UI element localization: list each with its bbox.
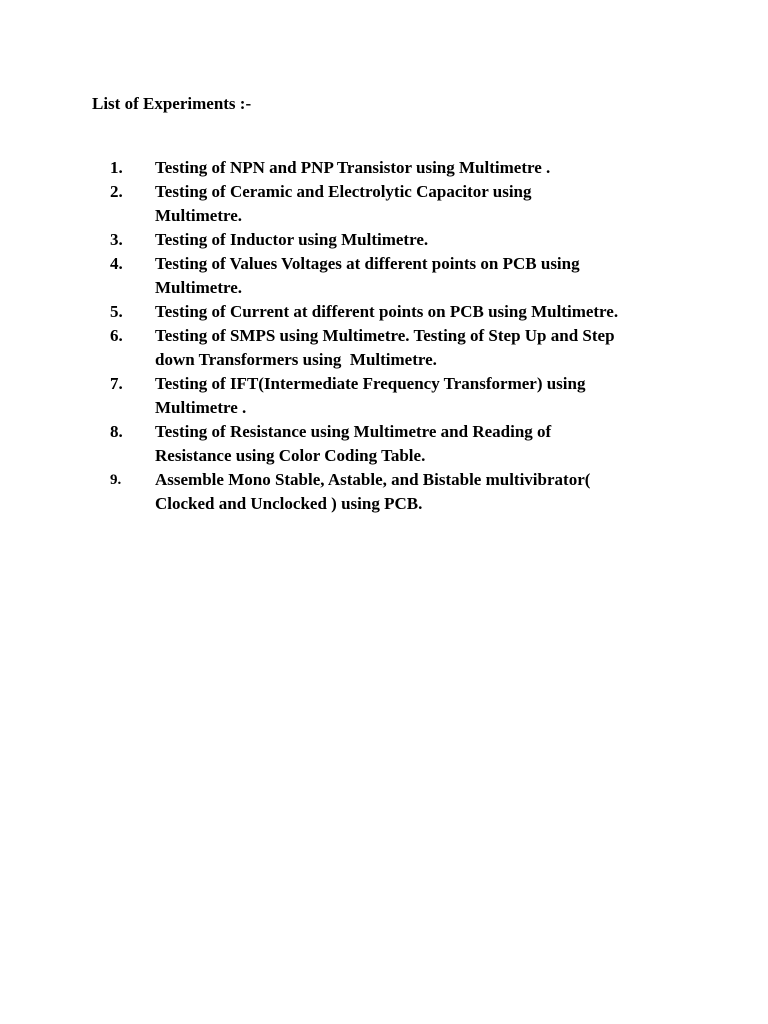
item-number: 1. <box>110 158 123 177</box>
list-item <box>110 420 710 468</box>
item-text <box>155 468 685 516</box>
item-text-line: Resistance using Color Coding Table. <box>155 446 426 465</box>
item-number: 8. <box>110 422 123 441</box>
item-number: 5. <box>110 302 123 321</box>
item-text <box>155 324 685 372</box>
item-text-line: Testing of IFT(Intermediate Frequency Transformer) using <box>155 374 586 393</box>
list-item <box>110 252 710 300</box>
item-text-line: Testing of Resistance using Multimetre and Reading of <box>155 422 552 441</box>
list-item <box>110 180 710 228</box>
item-text-line: Assemble Mono Stable, Astable, and Bistable multivibrator( <box>155 470 591 489</box>
list-item <box>110 156 710 180</box>
item-text-line: Testing of Values Voltages at different points on PCB using <box>155 254 580 273</box>
list-item <box>110 324 710 372</box>
item-text <box>155 156 685 180</box>
item-text <box>155 300 685 324</box>
item-text-line: Testing of Ceramic and Electrolytic Capacitor using <box>155 182 532 201</box>
item-text-line: Testing of Inductor using Multimetre. <box>155 230 429 249</box>
list-item <box>110 468 710 516</box>
item-number: 9. <box>110 472 122 488</box>
item-number: 4. <box>110 254 123 273</box>
item-text-line: Testing of Current at different points on PCB using Multimetre. <box>155 302 619 321</box>
list-item <box>110 300 710 324</box>
item-text-line: Clocked and Unclocked ) using PCB. <box>155 494 423 513</box>
item-text-line: down Transformers using Multimetre. <box>155 350 437 369</box>
list-item <box>110 372 710 420</box>
item-number: 6. <box>110 326 123 345</box>
list-item <box>110 228 710 252</box>
item-text <box>155 252 685 300</box>
item-number: 7. <box>110 374 123 393</box>
item-text-line: Multimetre. <box>155 278 243 297</box>
item-text <box>155 180 685 228</box>
item-text <box>155 372 685 420</box>
item-text <box>155 420 685 468</box>
item-text-line: Multimetre. <box>155 206 243 225</box>
item-text <box>155 228 685 252</box>
page-title: List of Experiments :- <box>92 94 252 113</box>
item-number: 3. <box>110 230 123 249</box>
experiment-list <box>110 156 710 516</box>
item-text-line: Multimetre . <box>155 398 247 417</box>
item-number: 2. <box>110 182 123 201</box>
item-text-line: Testing of NPN and PNP Transistor using Multimetre . <box>155 158 551 177</box>
item-text-line: Testing of SMPS using Multimetre. Testing of Step Up and Step <box>155 326 615 345</box>
